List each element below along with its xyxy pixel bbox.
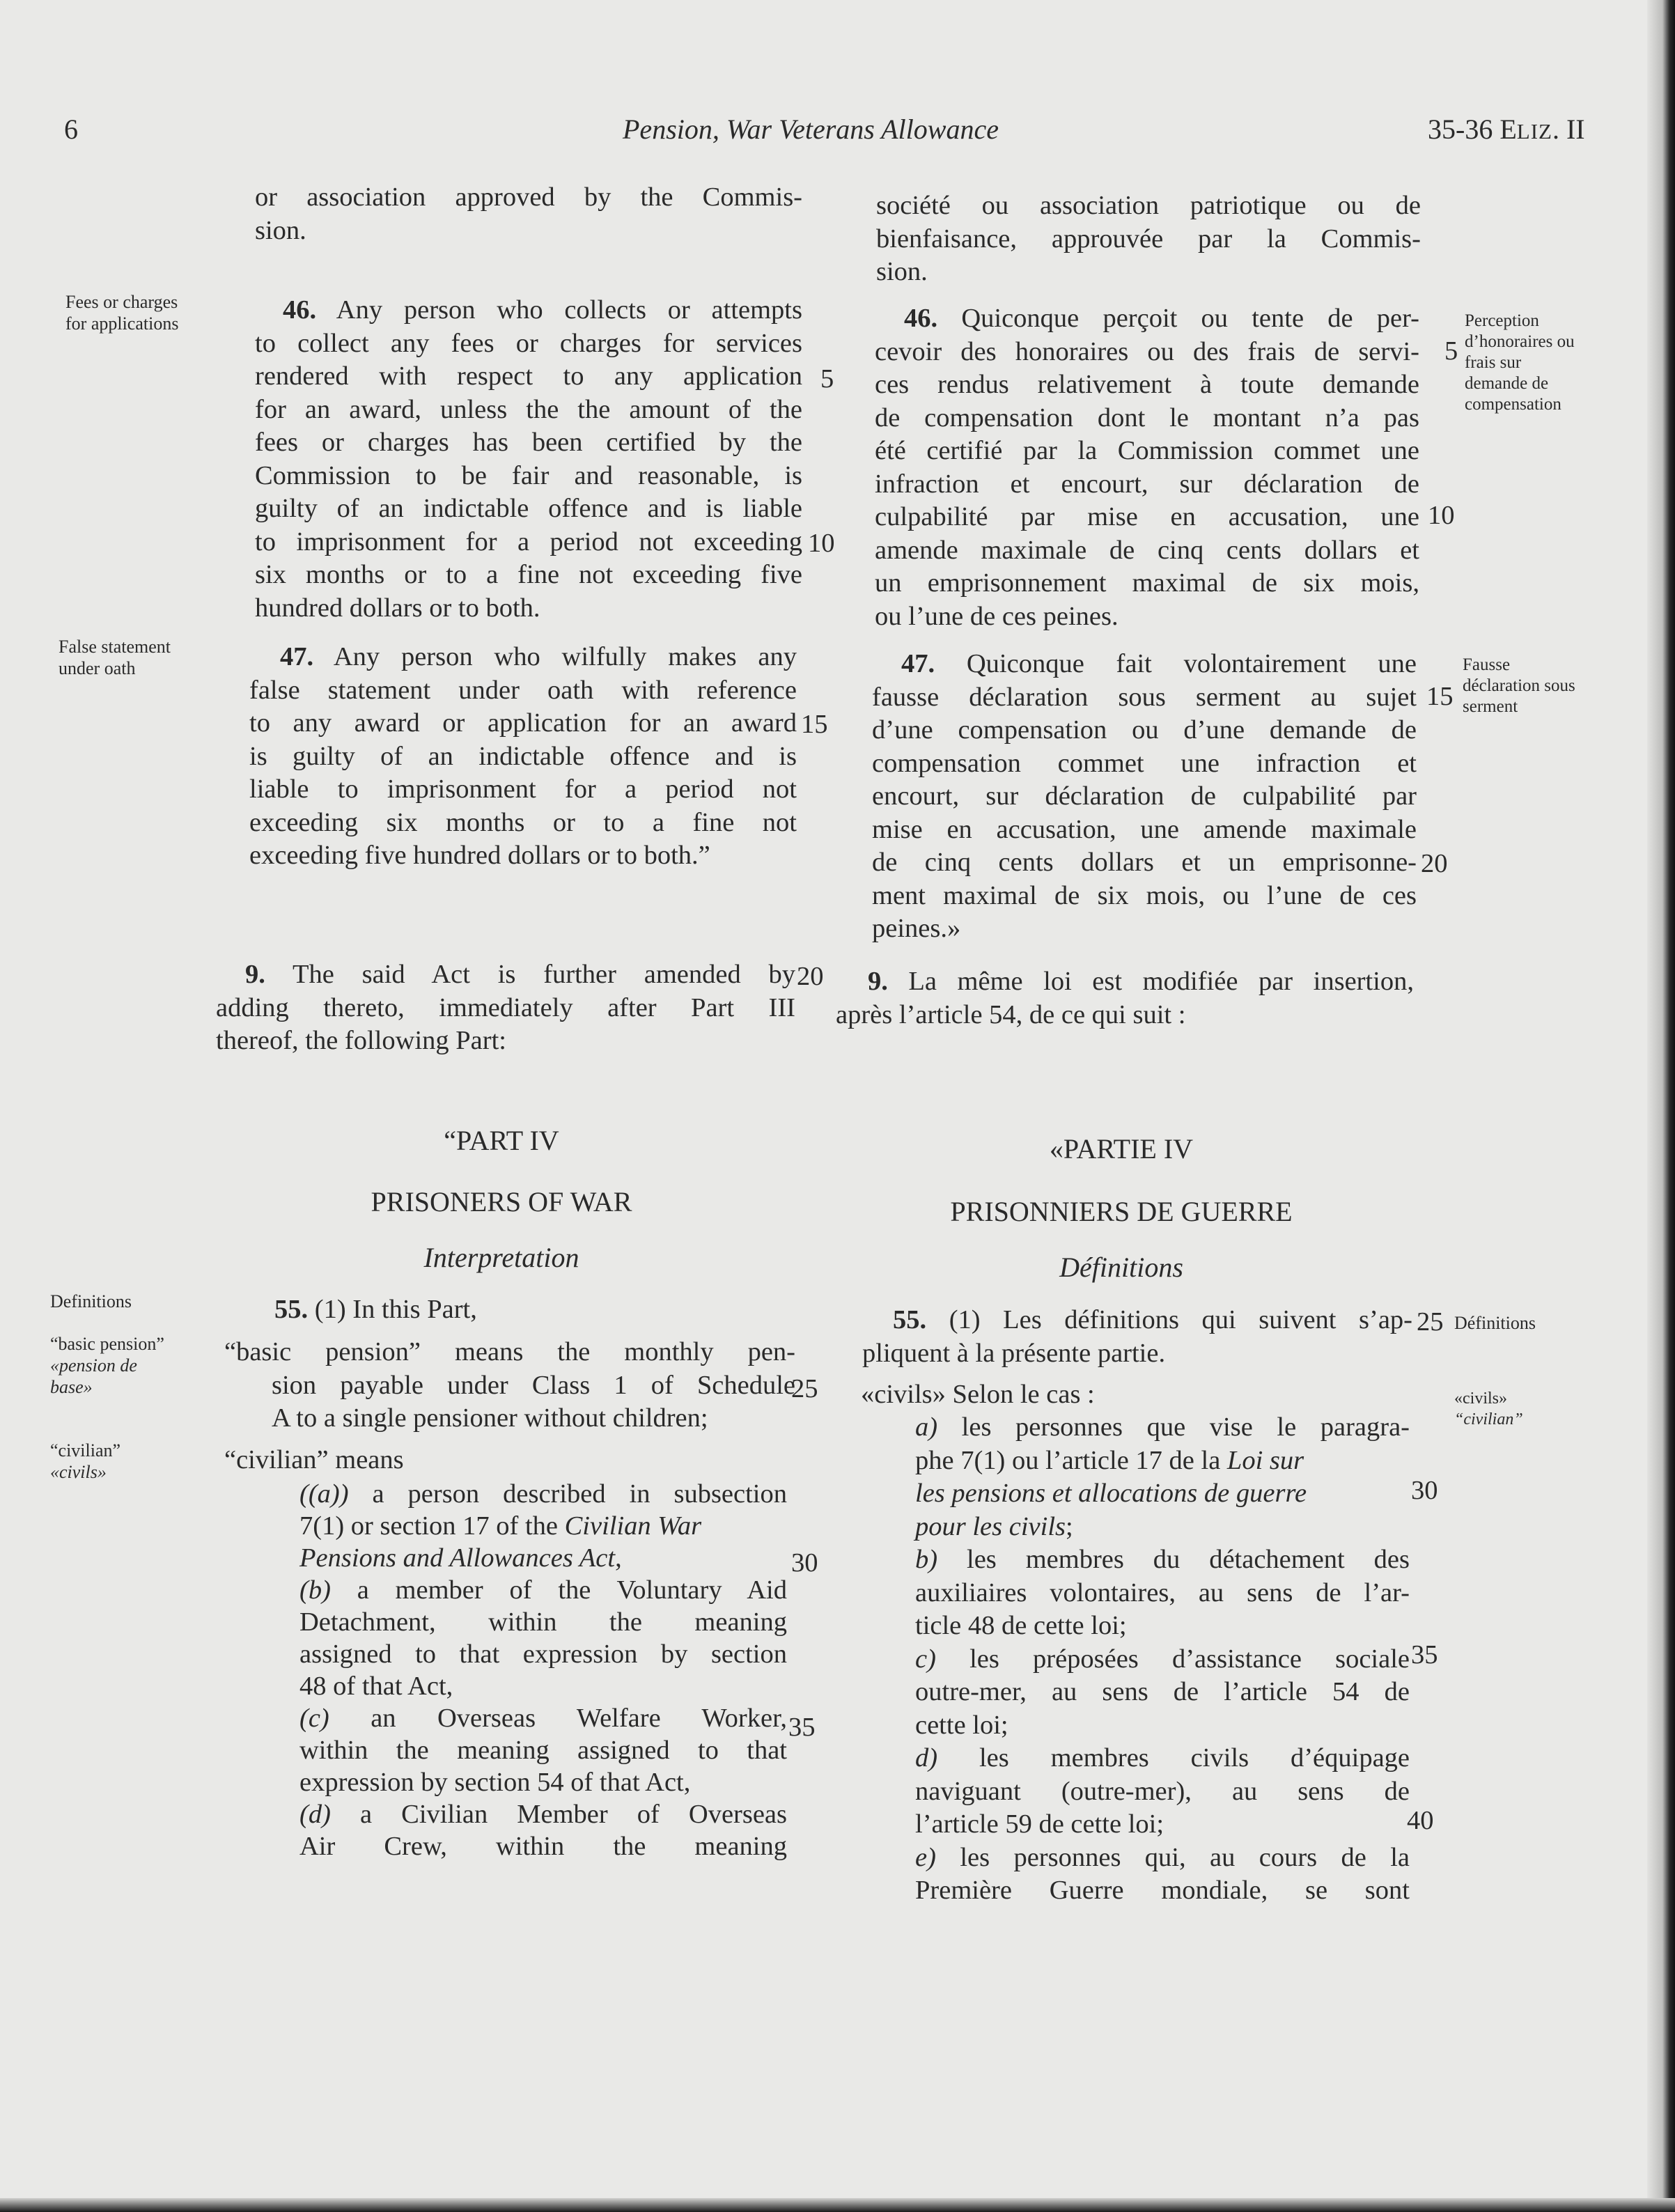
- french-civils-items: a) les personnes que vise le paragra- phe 7(1) ou l’article 17 de la Loi sur les pensions et allocations de guerre pour les civils; b) les membres du détachement des auxiliaires volontaires, au sens de l’ar- ticle 48 de cette loi; c) les préposées d’assistance sociale outre-mer, au sens de l’article 54 de cette loi; d) les membres civils d’équipage naviguant (outre-mer), au sens de l’article 59 de cette loi; e) les personnes qui, au cours de la Première Guerre mondiale, se sont: [915, 1412, 1410, 1905]
- line-number: 40: [1407, 1806, 1434, 1835]
- english-part-title: PRISONERS OF WAR: [371, 1186, 632, 1217]
- line-number: 15: [801, 710, 828, 739]
- line-number: 30: [791, 1548, 818, 1578]
- page-bottom-shadow: [0, 2198, 1675, 2212]
- margin-note-civils: «civils» “civilian”: [1454, 1389, 1523, 1428]
- margin-note-definitions: Definitions: [50, 1291, 132, 1311]
- french-section-46: 46. Quiconque perçoit ou tente de per- cevoir des honoraires ou des frais de servi- ces rendus relativement à toute demande de compensation dont le montant n’a pas été certifié par la Commission commet une infraction et encourt, sur déclaration de culpabilité par mise en accusation, une amende maximale de cinq cents dollars et un emprisonnement maximal de six mois, ou l’une de ces peines.: [875, 304, 1420, 631]
- line-number: 35: [1411, 1640, 1438, 1669]
- french-part-heading: «PARTIE IV: [1049, 1133, 1194, 1165]
- margin-note-fees: Fees or charges for applications: [65, 292, 179, 334]
- line-number: 25: [1417, 1307, 1444, 1337]
- french-section-47: 47. Quiconque fait volontairement une fausse déclaration sous serment au sujet d’une compensation ou d’une demande de compensation commet une infraction et encourt, sur déclaration de culpabilité par mise en accusation, une amende maximale de cinq cents dollars et un emprisonne- ment maximal de six mois, ou l’une de ces peines.»: [872, 649, 1417, 943]
- line-number: 25: [791, 1374, 818, 1403]
- page-binding-shadow: [1647, 0, 1675, 2212]
- running-title: Pension, War Veterans Allowance: [623, 114, 999, 145]
- french-section-continuation: société ou association patriotique ou de bienfaisance, approuvée par la Commis- sion.: [876, 191, 1421, 286]
- margin-note-fausse-declaration: Fausse déclaration sous serment: [1463, 655, 1575, 716]
- line-number: 20: [1421, 849, 1448, 878]
- french-definition-civils: «civils» Selon le cas :: [861, 1380, 1095, 1409]
- line-number: 35: [788, 1713, 816, 1742]
- english-section-55: 55. (1) In this Part,: [274, 1295, 477, 1324]
- french-part-title: PRISONNIERS DE GUERRE: [950, 1196, 1293, 1227]
- english-part-subheading: Interpretation: [423, 1242, 579, 1273]
- line-number: 10: [808, 529, 835, 558]
- margin-note-basic-pension: “basic pension” «pension de base»: [50, 1334, 164, 1397]
- margin-note-civilian: “civilian” «civils»: [50, 1440, 121, 1482]
- margin-note-perception: Perception d’honoraires ou frais sur demande de compensation: [1465, 311, 1575, 414]
- english-definition-civilian: “civilian” means: [224, 1445, 404, 1474]
- line-number: 30: [1411, 1476, 1438, 1505]
- line-number: 15: [1426, 682, 1454, 711]
- margin-note-false-statement: False statement under oath: [59, 637, 171, 678]
- english-part-heading: “PART IV: [444, 1125, 559, 1156]
- page-number: 6: [64, 114, 78, 145]
- english-section-47: 47. Any person who wilfully makes any false statement under oath with reference to any award or application for an award is guilty of an indictable offence and is liable to imprisonment for a period not exceeding six months or to a fine not exceeding five hundred dollars or to both.”: [249, 642, 797, 870]
- line-number: 5: [820, 364, 834, 394]
- french-section-9: 9. La même loi est modifiée par insertion, après l’article 54, de ce qui suit :: [836, 967, 1415, 1029]
- margin-note-definitions-fr: Définitions: [1454, 1313, 1536, 1333]
- english-section-46: 46. Any person who collects or attempts to collect any fees or charges for services rendered with respect to any application for an award, unless the the amount of the fees or charges has been certified by the Commission to be fair and reasonable, is guilty of an indictable offence and is liable to imprisonment for a period not exceeding six months or to a fine not exceeding five hundred dollars or to both.: [255, 295, 802, 623]
- line-number: 10: [1428, 501, 1455, 530]
- chapter-reference: 35-36 ELIZ. II: [1428, 114, 1585, 145]
- english-section-continuation: or association approved by the Commis- sion.: [255, 182, 802, 245]
- english-civilian-items: ((a)) a person described in subsection 7(1) or section 17 of the Civilian War Pensions and Allowances Act, (b) a member of the Voluntary Aid Detachment, within the meaning assigned to that expression by section 48 of that Act, (c) an Overseas Welfare Worker, within the meaning assigned to that expression by section 54 of that Act, (d) a Civilian Member of Overseas Air Crew, within the meaning: [299, 1479, 788, 1861]
- french-part-subheading: Définitions: [1059, 1252, 1183, 1283]
- french-section-55: 55. (1) Les définitions qui suivent s’ap- pliquent à la présente partie.: [862, 1305, 1413, 1368]
- english-definition-basic-pension: “basic pension” means the monthly pen- sion payable under Class 1 of Schedule A to a single pensioner without children;: [224, 1337, 795, 1433]
- english-section-9: 9. The said Act is further amended by adding thereto, immediately after Part III thereof, the following Part:: [216, 960, 795, 1055]
- line-number: 20: [797, 962, 824, 991]
- line-number: 5: [1444, 336, 1458, 366]
